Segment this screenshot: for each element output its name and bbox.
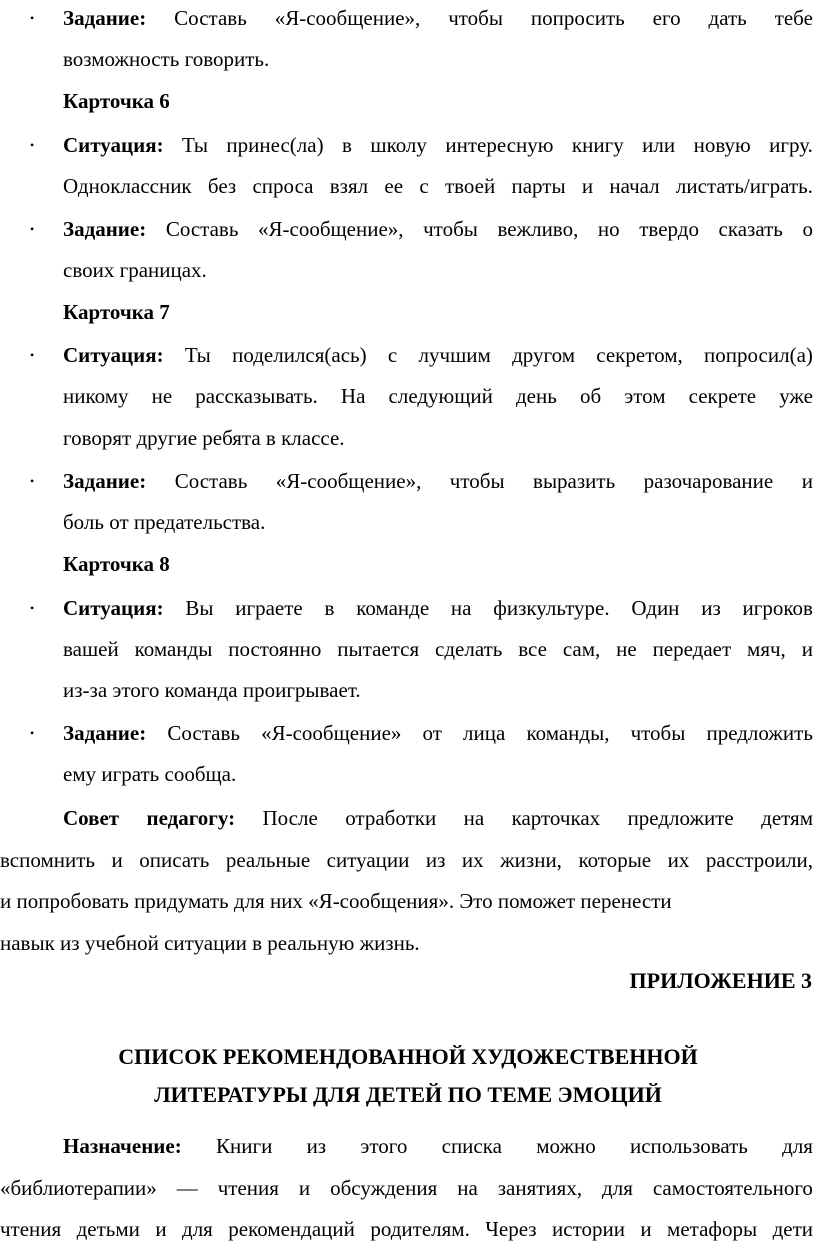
- word: и: [155, 1217, 167, 1241]
- word: Составь: [174, 469, 248, 493]
- label-word: Ситуация:: [63, 133, 164, 157]
- word: их: [667, 848, 690, 872]
- word: самостоятельного: [652, 1176, 813, 1200]
- word: сам,: [562, 637, 601, 661]
- word: и: [640, 1217, 652, 1241]
- purpose-line: [0, 1217, 813, 1241]
- word: парты: [511, 174, 566, 198]
- word: взял: [329, 174, 369, 198]
- word: физкультуре.: [493, 596, 610, 620]
- word: После: [262, 806, 318, 830]
- word: и: [581, 174, 594, 198]
- word: его: [652, 6, 681, 30]
- word: отработки: [345, 806, 437, 830]
- word: игроков: [742, 596, 813, 620]
- word: уже: [779, 384, 813, 408]
- word: «Я-сообщение»,: [274, 6, 421, 30]
- word: чтобы: [448, 6, 503, 30]
- word: игру.: [769, 133, 813, 157]
- word: и: [801, 469, 813, 493]
- word: для: [182, 1217, 213, 1241]
- word: метафоры: [667, 1217, 758, 1241]
- word: команде: [356, 596, 430, 620]
- situation-line: [63, 384, 813, 408]
- word: ситуации: [326, 848, 410, 872]
- word: рассказывать.: [195, 384, 318, 408]
- word: секретом,: [596, 343, 683, 367]
- word: с: [419, 174, 429, 198]
- word: «библиотерапии»: [0, 1176, 157, 1200]
- word: попросить: [530, 6, 625, 30]
- word: книгу: [571, 133, 624, 157]
- task-line: ему играть сообща.: [63, 762, 237, 786]
- label-word: педагогу:: [146, 806, 236, 830]
- word: попросил(а): [704, 343, 813, 367]
- word: их: [461, 848, 484, 872]
- label-word: Задание:: [63, 721, 147, 745]
- word: об: [579, 384, 602, 408]
- card-6-title: Карточка 6: [63, 89, 170, 113]
- situation-line: из-за этого команда проигрывает.: [63, 678, 361, 702]
- word: интересную: [445, 133, 554, 157]
- advice-line: [63, 806, 813, 830]
- word: вашей: [63, 637, 119, 661]
- word: разочарование: [643, 469, 774, 493]
- word: из: [306, 1134, 327, 1158]
- word: все: [518, 637, 547, 661]
- word: следующий: [388, 384, 493, 408]
- label-word: Задание:: [63, 217, 147, 241]
- word: чтобы: [423, 217, 478, 241]
- word: чтобы: [449, 469, 505, 493]
- word: детьми: [76, 1217, 140, 1241]
- situation-line: [63, 174, 813, 198]
- word: Ты: [184, 343, 211, 367]
- word: и: [801, 637, 813, 661]
- word: день: [516, 384, 557, 408]
- word: в: [324, 596, 335, 620]
- bullet-icon: •: [30, 138, 35, 152]
- word: Составь: [174, 6, 247, 30]
- word: лица: [463, 721, 506, 745]
- task-line: боль от предательства.: [63, 510, 266, 534]
- label-word: Ситуация:: [63, 343, 164, 367]
- word: из: [425, 848, 446, 872]
- word: или: [642, 133, 676, 157]
- word: этого: [360, 1134, 408, 1158]
- word: детям: [761, 806, 813, 830]
- word: Одноклассник: [63, 174, 192, 198]
- word: «Я-сообщение»,: [275, 469, 422, 493]
- word: вежливо,: [497, 217, 579, 241]
- word: на: [463, 806, 485, 830]
- word: ее: [384, 174, 404, 198]
- word: твердо: [639, 217, 699, 241]
- label-word: Задание:: [63, 6, 147, 30]
- word: предложить: [706, 721, 813, 745]
- word: тебе: [774, 6, 813, 30]
- word: Книги: [215, 1134, 273, 1158]
- word: Составь: [167, 721, 240, 745]
- word: Составь: [165, 217, 239, 241]
- word: но: [597, 217, 620, 241]
- situation-line: [63, 596, 813, 620]
- word: рекомендаций: [228, 1217, 355, 1241]
- appendix-heading: ПРИЛОЖЕНИЕ 3: [629, 968, 812, 993]
- word: команды,: [526, 721, 610, 745]
- word: начал: [609, 174, 660, 198]
- word: можно: [536, 1134, 596, 1158]
- bullet-icon: •: [30, 11, 35, 25]
- word: Ты: [182, 133, 208, 157]
- purpose-line: [0, 1176, 813, 1200]
- situation-line: говорят другие ребята в классе.: [63, 426, 345, 450]
- word: секрете: [688, 384, 757, 408]
- word: на: [457, 1176, 478, 1200]
- situation-line: [63, 637, 813, 661]
- task-line: [63, 6, 813, 30]
- word: в: [342, 133, 352, 157]
- word: «Я-сообщение»,: [258, 217, 404, 241]
- word: На: [340, 384, 366, 408]
- word: на: [450, 596, 472, 620]
- word: выразить: [533, 469, 616, 493]
- word: новую: [693, 133, 751, 157]
- situation-line: [63, 343, 813, 367]
- word: постоянно: [228, 637, 322, 661]
- bullet-icon: •: [30, 348, 35, 362]
- word: команды: [134, 637, 213, 661]
- word: которые: [578, 848, 652, 872]
- task-line: своих границах.: [63, 258, 207, 282]
- word: предложите: [627, 806, 734, 830]
- word: листать/играть.: [675, 174, 813, 198]
- word: другом: [512, 343, 575, 367]
- word: реальные: [225, 848, 311, 872]
- word: не: [151, 384, 173, 408]
- word: родителям.: [370, 1217, 470, 1241]
- word: жизни,: [500, 848, 562, 872]
- word: лучшим: [418, 343, 491, 367]
- word: поделился(ась): [232, 343, 367, 367]
- task-line: [63, 721, 813, 745]
- word: никому: [63, 384, 129, 408]
- label-word: Задание:: [63, 469, 147, 493]
- word: пытается: [337, 637, 420, 661]
- word: использовать: [629, 1134, 748, 1158]
- advice-line: и попробовать придумать для них «Я-сообщения». Это поможет перенести: [0, 889, 672, 913]
- advice-line: [0, 848, 813, 872]
- word: вспомнить: [0, 848, 95, 872]
- label-word: Ситуация:: [63, 596, 164, 620]
- word: твоей: [444, 174, 496, 198]
- card-7-title: Карточка 7: [63, 300, 170, 324]
- word: и: [298, 1176, 311, 1200]
- word: Через: [485, 1217, 537, 1241]
- word: от: [422, 721, 442, 745]
- word: чтобы: [630, 721, 686, 745]
- bullet-icon: •: [30, 726, 35, 740]
- word: списка: [441, 1134, 502, 1158]
- situation-line: [63, 133, 813, 157]
- advice-line: навык из учебной ситуации в реальную жизнь.: [0, 931, 420, 955]
- word: дети: [772, 1217, 813, 1241]
- word: о: [802, 217, 813, 241]
- list-title-line: ЛИТЕРАТУРЫ ДЛЯ ДЕТЕЙ ПО ТЕМЕ ЭМОЦИЙ: [154, 1082, 662, 1107]
- word: этом: [624, 384, 666, 408]
- word: —: [176, 1176, 198, 1200]
- task-line: [63, 469, 813, 493]
- word: истории: [552, 1217, 625, 1241]
- task-line: [63, 217, 813, 241]
- bullet-icon: •: [30, 222, 35, 236]
- word: передает: [652, 637, 732, 661]
- bullet-icon: •: [30, 601, 35, 615]
- task-line: возможность говорить.: [63, 47, 270, 71]
- word: карточках: [511, 806, 601, 830]
- word: занятиях,: [497, 1176, 583, 1200]
- word: чтения: [0, 1217, 62, 1241]
- label-word: Назначение:: [63, 1134, 182, 1158]
- word: школу: [370, 133, 427, 157]
- label-word: Совет: [63, 806, 120, 830]
- list-title-line: СПИСОК РЕКОМЕНДОВАННОЙ ХУДОЖЕСТВЕННОЙ: [118, 1044, 698, 1069]
- word: описать: [139, 848, 210, 872]
- word: играете: [235, 596, 303, 620]
- word: сказать: [718, 217, 783, 241]
- card-8-title: Карточка 8: [63, 552, 170, 576]
- word: дать: [708, 6, 747, 30]
- word: не: [616, 637, 637, 661]
- word: для: [602, 1176, 633, 1200]
- bullet-icon: •: [30, 474, 35, 488]
- word: Вы: [185, 596, 214, 620]
- word: чтения: [217, 1176, 279, 1200]
- word: для: [782, 1134, 813, 1158]
- word: расстроили,: [705, 848, 813, 872]
- word: с: [387, 343, 398, 367]
- word: Один: [631, 596, 680, 620]
- word: спроса: [252, 174, 314, 198]
- word: обсуждения: [330, 1176, 438, 1200]
- word: из: [701, 596, 721, 620]
- purpose-line: [63, 1134, 813, 1158]
- word: сделать: [435, 637, 503, 661]
- word: «Я-сообщение»: [261, 721, 402, 745]
- word: мяч,: [747, 637, 786, 661]
- word: без: [207, 174, 237, 198]
- word: и: [111, 848, 123, 872]
- word: принес(ла): [226, 133, 324, 157]
